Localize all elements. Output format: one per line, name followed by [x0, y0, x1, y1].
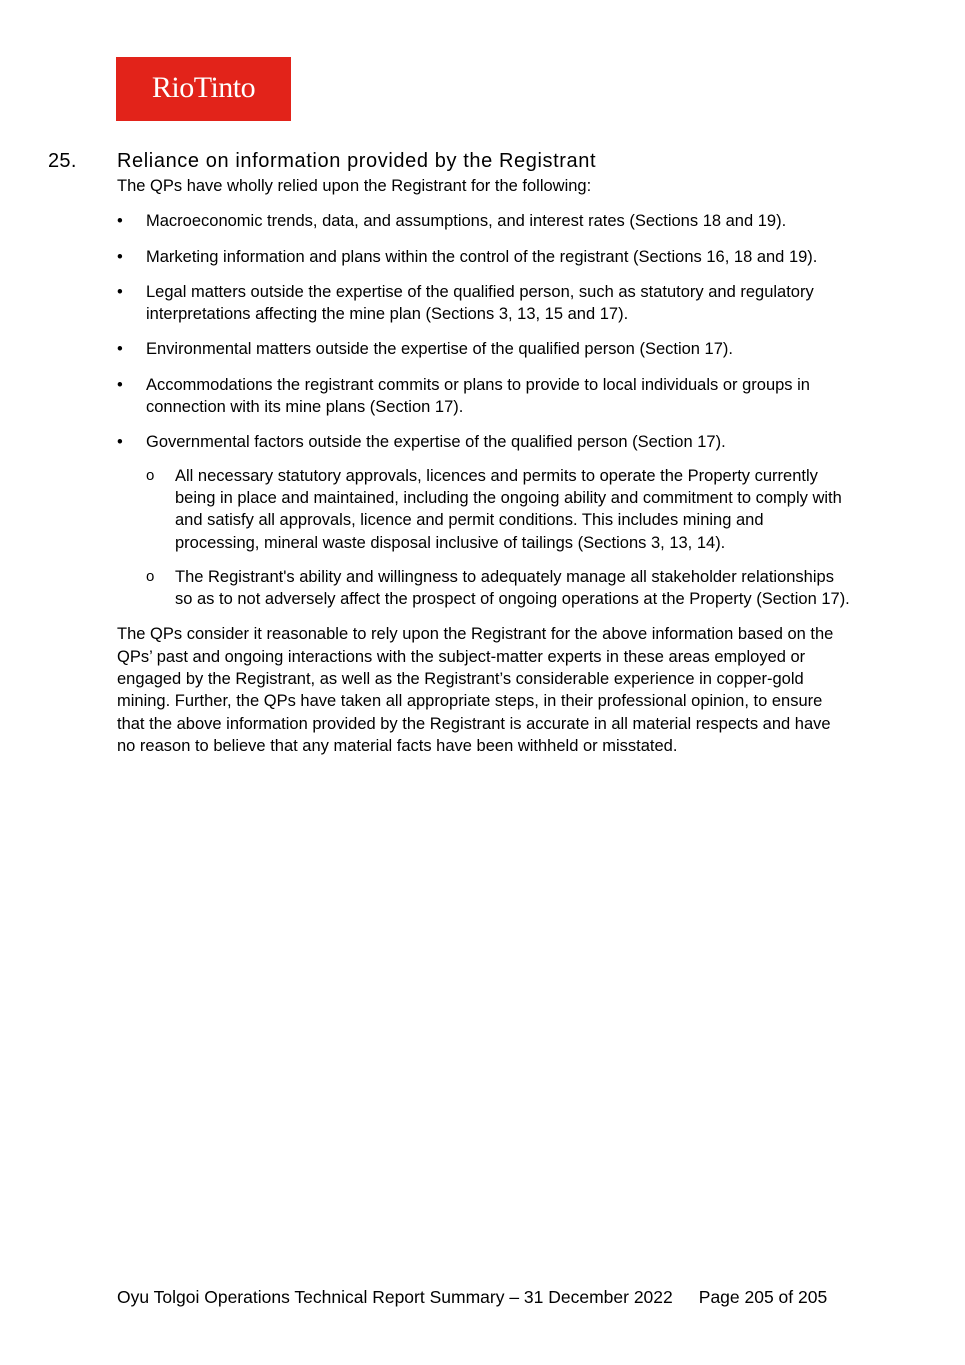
list-item [117, 246, 852, 268]
sub-list-item-text: All necessary statutory approvals, licences and permits to operate the Property currently being in place and maintained, including the ongoing ability and commitment to comply with and satisfy all approvals, licence and permit conditions. This includes mining and processing, mineral waste disposal inclusive of tailings (Sections 3, 13, 14). [175, 466, 842, 552]
list-item [117, 338, 852, 360]
intro-paragraph: The QPs have wholly relied upon the Registrant for the following: [117, 177, 592, 195]
list-item-text: Marketing information and plans within the control of the registrant (Sections 16, 18 and 19). [146, 247, 818, 266]
reliance-list [117, 210, 852, 610]
page-footer [117, 1287, 827, 1308]
list-item [117, 374, 852, 419]
sub-list-item [146, 566, 852, 611]
section-number: 25. [48, 150, 77, 172]
circle-bullet-icon: o [146, 567, 155, 585]
list-item-text: Environmental matters outside the expertise of the qualified person (Section 17). [146, 340, 733, 359]
footer-report-title: Oyu Tolgoi Operations Technical Report Summary – 31 December 2022 [117, 1287, 673, 1307]
bullet-icon: • [117, 282, 123, 301]
list-item [117, 281, 852, 326]
list-item [117, 210, 852, 232]
bullet-icon: • [117, 340, 123, 359]
circle-bullet-icon: o [146, 466, 155, 484]
sub-list [146, 465, 852, 611]
list-item-text: Legal matters outside the expertise of the qualified person, such as statutory and regulatory interpretations affecting the mine plan (Sections 3, 13, 15 and 17). [146, 282, 814, 324]
list-item [117, 431, 852, 610]
bullet-icon: • [117, 247, 123, 266]
section-title: Reliance on information provided by the Registrant [117, 150, 597, 172]
logo-text: RioTinto [151, 71, 256, 104]
rio-tinto-logo [116, 57, 291, 121]
list-item-text: Governmental factors outside the expertise of the qualified person (Section 17). [146, 433, 726, 452]
footer-page-number: Page 205 of 205 [698, 1287, 828, 1307]
list-item-text: Accommodations the registrant commits or plans to provide to local individuals or groups in connection with its mine plans (Section 17). [146, 375, 810, 417]
list-item-text: Macroeconomic trends, data, and assumptions, and interest rates (Sections 18 and 19). [146, 212, 787, 231]
sub-list-item [146, 465, 852, 554]
bullet-icon: • [117, 433, 123, 452]
bullet-icon: • [117, 375, 123, 394]
sub-list-item-text: The Registrant's ability and willingness to adequately manage all stakeholder relationships so as to not adversely affect the prospect of ongoing operations at the Property (Section 17). [175, 567, 850, 609]
closing-paragraph: The QPs consider it reasonable to rely upon the Registrant for the above information based on the QPs’ past and ongoing interactions with the subject-matter experts in these areas employed or engaged by the Registrant, as well as the Registrant’s considerable experience in copper-gold mining. Further, the QPs have taken all appropriate steps, in their professional opinion, to ensure that the above information provided by the Registrant is accurate in all material respects and have no reason to believe that any material facts have been withheld or misstated. [117, 625, 834, 755]
bullet-icon: • [117, 212, 123, 231]
section-body [117, 175, 852, 757]
